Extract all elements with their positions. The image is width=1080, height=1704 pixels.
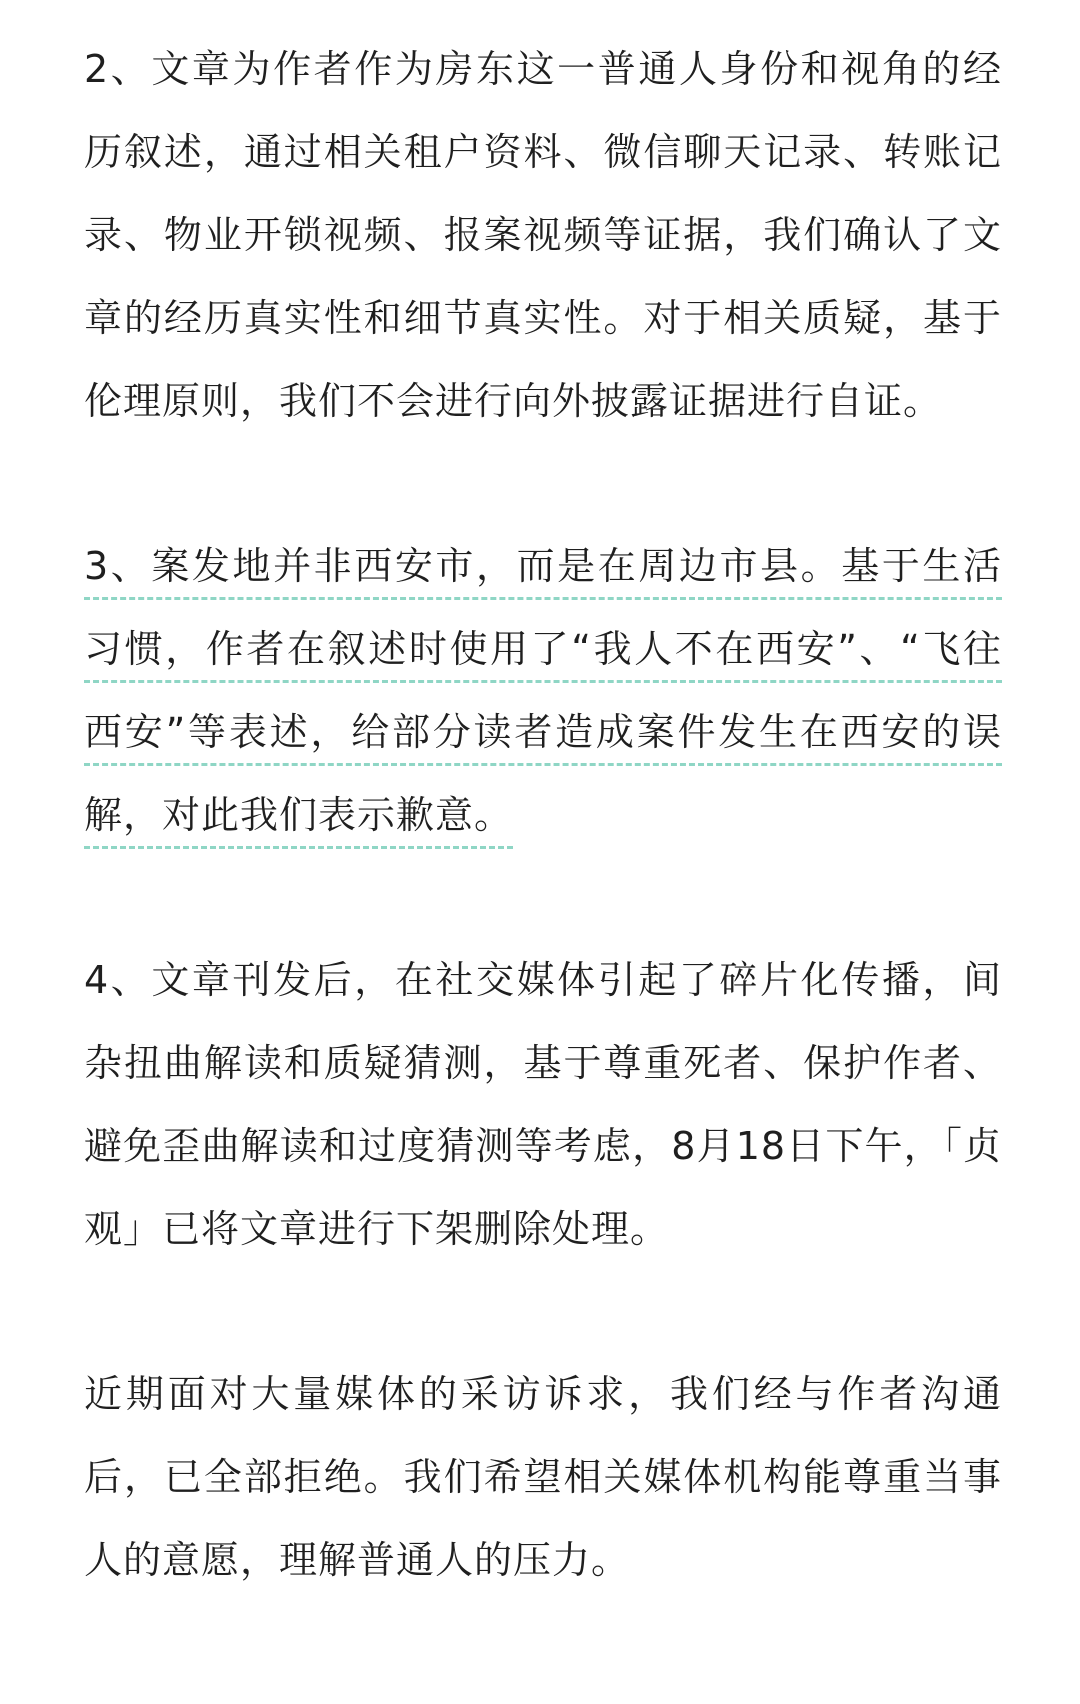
paragraph-3 [84, 525, 1002, 857]
paragraph-spacer [84, 857, 1002, 939]
paragraph-4: 4、文章刊发后，在社交媒体引起了碎片化传播，间杂扭曲解读和质疑猜测，基于尊重死者、保护作者、避免歪曲解读和过度猜测等考虑，8月18日下午，「贞观」已将文章进行下架删除处理。 [84, 958, 1002, 1251]
paragraph-2: 2、文章为作者作为房东这一普通人身份和视角的经历叙述，通过相关租户资料、微信聊天记录、转账记录、物业开锁视频、报案视频等证据，我们确认了文章的经历真实性和细节真实性。对于相关质疑，基于伦理原则，我们不会进行向外披露证据进行自证。 [84, 47, 1002, 423]
paragraph-5: 近期面对大量媒体的采访诉求，我们经与作者沟通后，已全部拒绝。我们希望相关媒体机构能尊重当事人的意愿，理解普通人的压力。 [84, 1372, 1002, 1582]
paragraph-spacer [84, 443, 1002, 525]
paragraph-spacer [84, 1271, 1002, 1353]
highlighted-text[interactable]: 3、案发地并非西安市，而是在周边市县。基于生活习惯，作者在叙述时使用了“我人不在西安”、“飞往西安”等表述，给部分读者造成案件发生在西安的误解，对此我们表示歉意。 [84, 544, 1002, 837]
article-body [84, 28, 1002, 1602]
